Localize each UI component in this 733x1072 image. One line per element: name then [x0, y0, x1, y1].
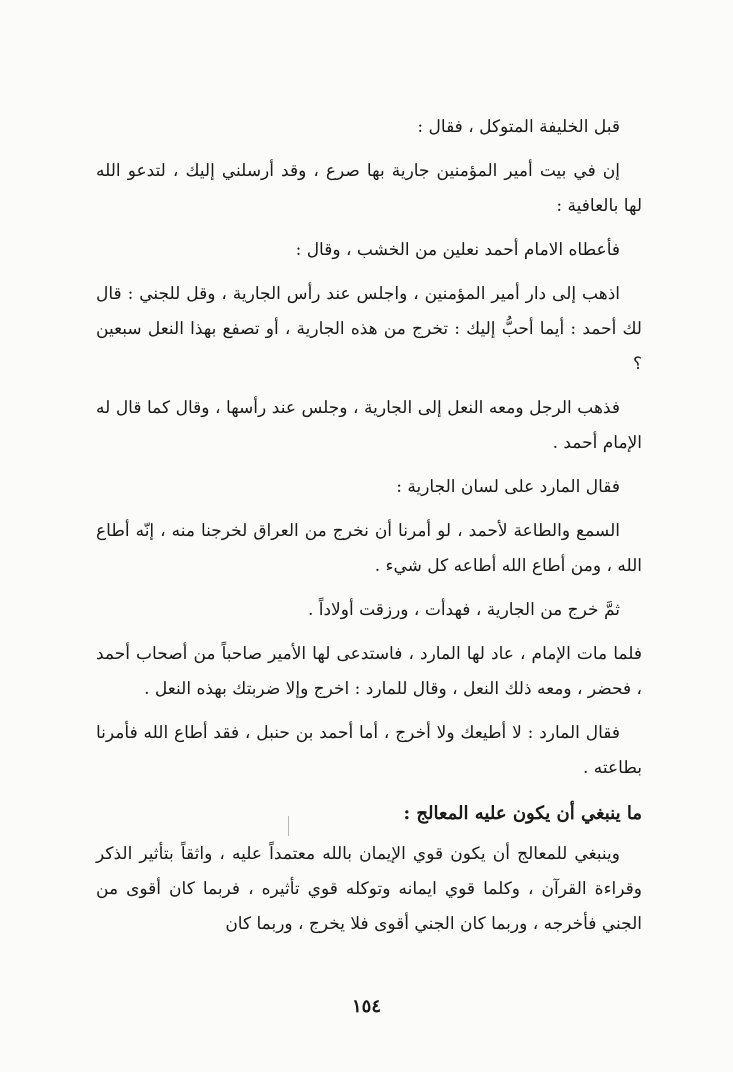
page-body [96, 110, 642, 951]
paragraph-5: فذهب الرجل ومعه النعل إلى الجارية ، وجلس عند رأسها ، وقال كما قال له الإمام أحمد . [96, 398, 642, 453]
section-heading: ما ينبغي أن يكون عليه المعالج : [403, 803, 642, 824]
page-number: ١٥٤ [351, 996, 381, 1017]
paragraph-8: ثمَّ خرج من الجارية ، فهدأت ، ورزقت أولاداً . [307, 600, 620, 620]
paragraph-6: فقال المارد على لسان الجارية : [396, 477, 620, 497]
paragraph-4: اذهب إلى دار أمير المؤمنين ، واجلس عند رأس الجارية ، وقل للجني : قال لك أحمد : أيما أحبُّ إليك : تخرج من هذه الجارية ، أو تصفع بهذا النعل سبعين ؟ [96, 284, 642, 374]
paragraph-10: فقال المارد : لا أطيعك ولا أخرج ، أما أحمد بن حنبل ، فقد أطاع الله فأمرنا بطاعته . [96, 723, 642, 778]
paragraph-3: فأعطاه الامام أحمد نعلين من الخشب ، وقال : [295, 240, 620, 260]
paragraph-2: إن في بيت أمير المؤمنين جارية بها صرع ، وقد أرسلني إليك ، لتدعو الله لها بالعافية : [96, 161, 642, 216]
paragraph-9: فلما مات الإمام ، عاد لها المارد ، فاستدعى لها الأمير صاحباً من أصحاب أحمد ، فحضر ، ومعه ذلك النعل ، وقال للمارد : اخرج وإلا ضربتك بهذه النعل . [96, 644, 642, 699]
paragraph-7: السمع والطاعة لأحمد ، لو أمرنا أن نخرج من العراق لخرجنا منه ، إنّه أطاع الله ، ومن أطاع الله أطاعه كل شيء . [96, 521, 642, 576]
scan-mark-line [288, 816, 289, 836]
paragraph-1: قبل الخليفة المتوكل ، فقال : [417, 117, 620, 137]
section-paragraph: وينبغي للمعالج أن يكون قوي الإيمان بالله معتمداً عليه ، واثقاً بتأثير الذكر وقراءة القرآن ، وكلما قوي ايمانه وتوكله قوي تأثيره ، فربما كان أقوى من الجني فأخرجه ، وربما كان الجني أقوى فلا يخرج ، وربما كان [96, 844, 642, 934]
